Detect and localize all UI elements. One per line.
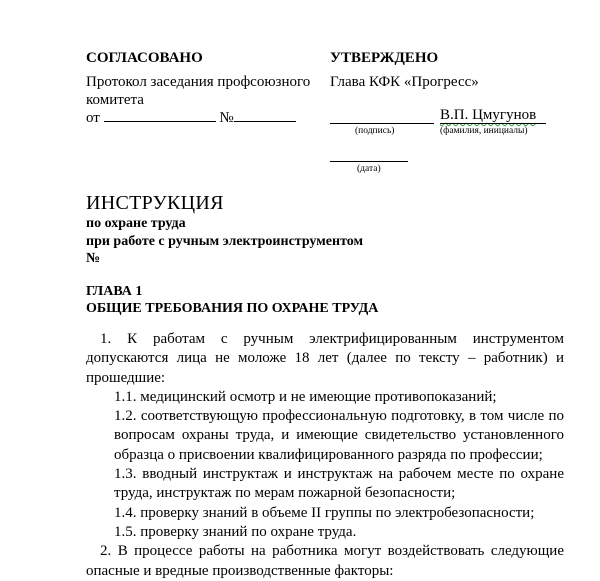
title-line-1: по охране труда — [86, 216, 186, 231]
item-1-1: 1.1. медицинский осмотр и не имеющие противопоказаний; — [114, 388, 497, 405]
from-label: от — [86, 110, 100, 126]
approved-heading: УТВЕРЖДЕНО — [330, 50, 439, 66]
number-sign: № — [219, 110, 234, 126]
date-caption: (дата) — [357, 164, 381, 174]
document-title: ИНСТРУКЦИЯ — [86, 192, 224, 214]
p1-line-2: допускаются лица не моложе 18 лет (далее по тексту – работник) и — [86, 350, 564, 367]
title-line-2: при работе с ручным электроинструментом — [86, 234, 364, 249]
title-number: № — [86, 251, 101, 266]
signature-line — [330, 123, 434, 124]
item-1-3-line-1: 1.3. вводный инструктаж и инструктаж на рабочем месте по охране — [114, 466, 564, 483]
paragraph-1 — [86, 330, 564, 581]
protocol-line-1: Протокол заседания профсоюзного — [86, 74, 311, 90]
date-line — [330, 161, 408, 162]
number-blank — [234, 108, 296, 122]
item-1-2-line-1: 1.2. соответствующую профессиональную подготовку, в том числе по — [114, 408, 564, 425]
item-1-2-line-2: вопросам охраны труда, и имеющие свидетельство установленного — [114, 427, 564, 444]
p1-line-3: прошедшие: — [86, 369, 166, 386]
chapter-title: ОБЩИЕ ТРЕБОВАНИЯ ПО ОХРАНЕ ТРУДА — [86, 301, 379, 316]
chapter-label: ГЛАВА 1 — [86, 284, 143, 299]
item-1-2-line-3: образца о присвоении квалифицированного разряда по профессии; — [114, 446, 543, 463]
protocol-date-line — [86, 108, 296, 127]
p2-line-1: 2. В процессе работы на работника могут воздействовать следующие — [100, 543, 564, 560]
item-1-3-line-2: труда, инструктаж по мерам пожарной безопасности; — [114, 485, 456, 502]
name-caption: (фамилия, инициалы) — [440, 126, 528, 136]
protocol-line-2: комитета — [86, 92, 144, 108]
p2-line-2: опасные и вредные производственные факторы: — [86, 562, 394, 579]
name-line — [440, 123, 546, 124]
signature-caption: (подпись) — [355, 126, 395, 136]
item-1-5: 1.5. проверку знаний по охране труда. — [114, 523, 357, 540]
agreed-heading: СОГЛАСОВАНО — [86, 50, 203, 66]
item-1-4: 1.4. проверку знаний в объеме II группы по электробезопасности; — [114, 504, 535, 521]
head-position: Глава КФК «Прогресс» — [330, 74, 479, 90]
date-blank — [104, 108, 216, 122]
p1-line-1: 1. К работам с ручным электрифицированным инструментом — [100, 331, 564, 347]
head-name: В.П. Цмугунов — [440, 107, 537, 123]
